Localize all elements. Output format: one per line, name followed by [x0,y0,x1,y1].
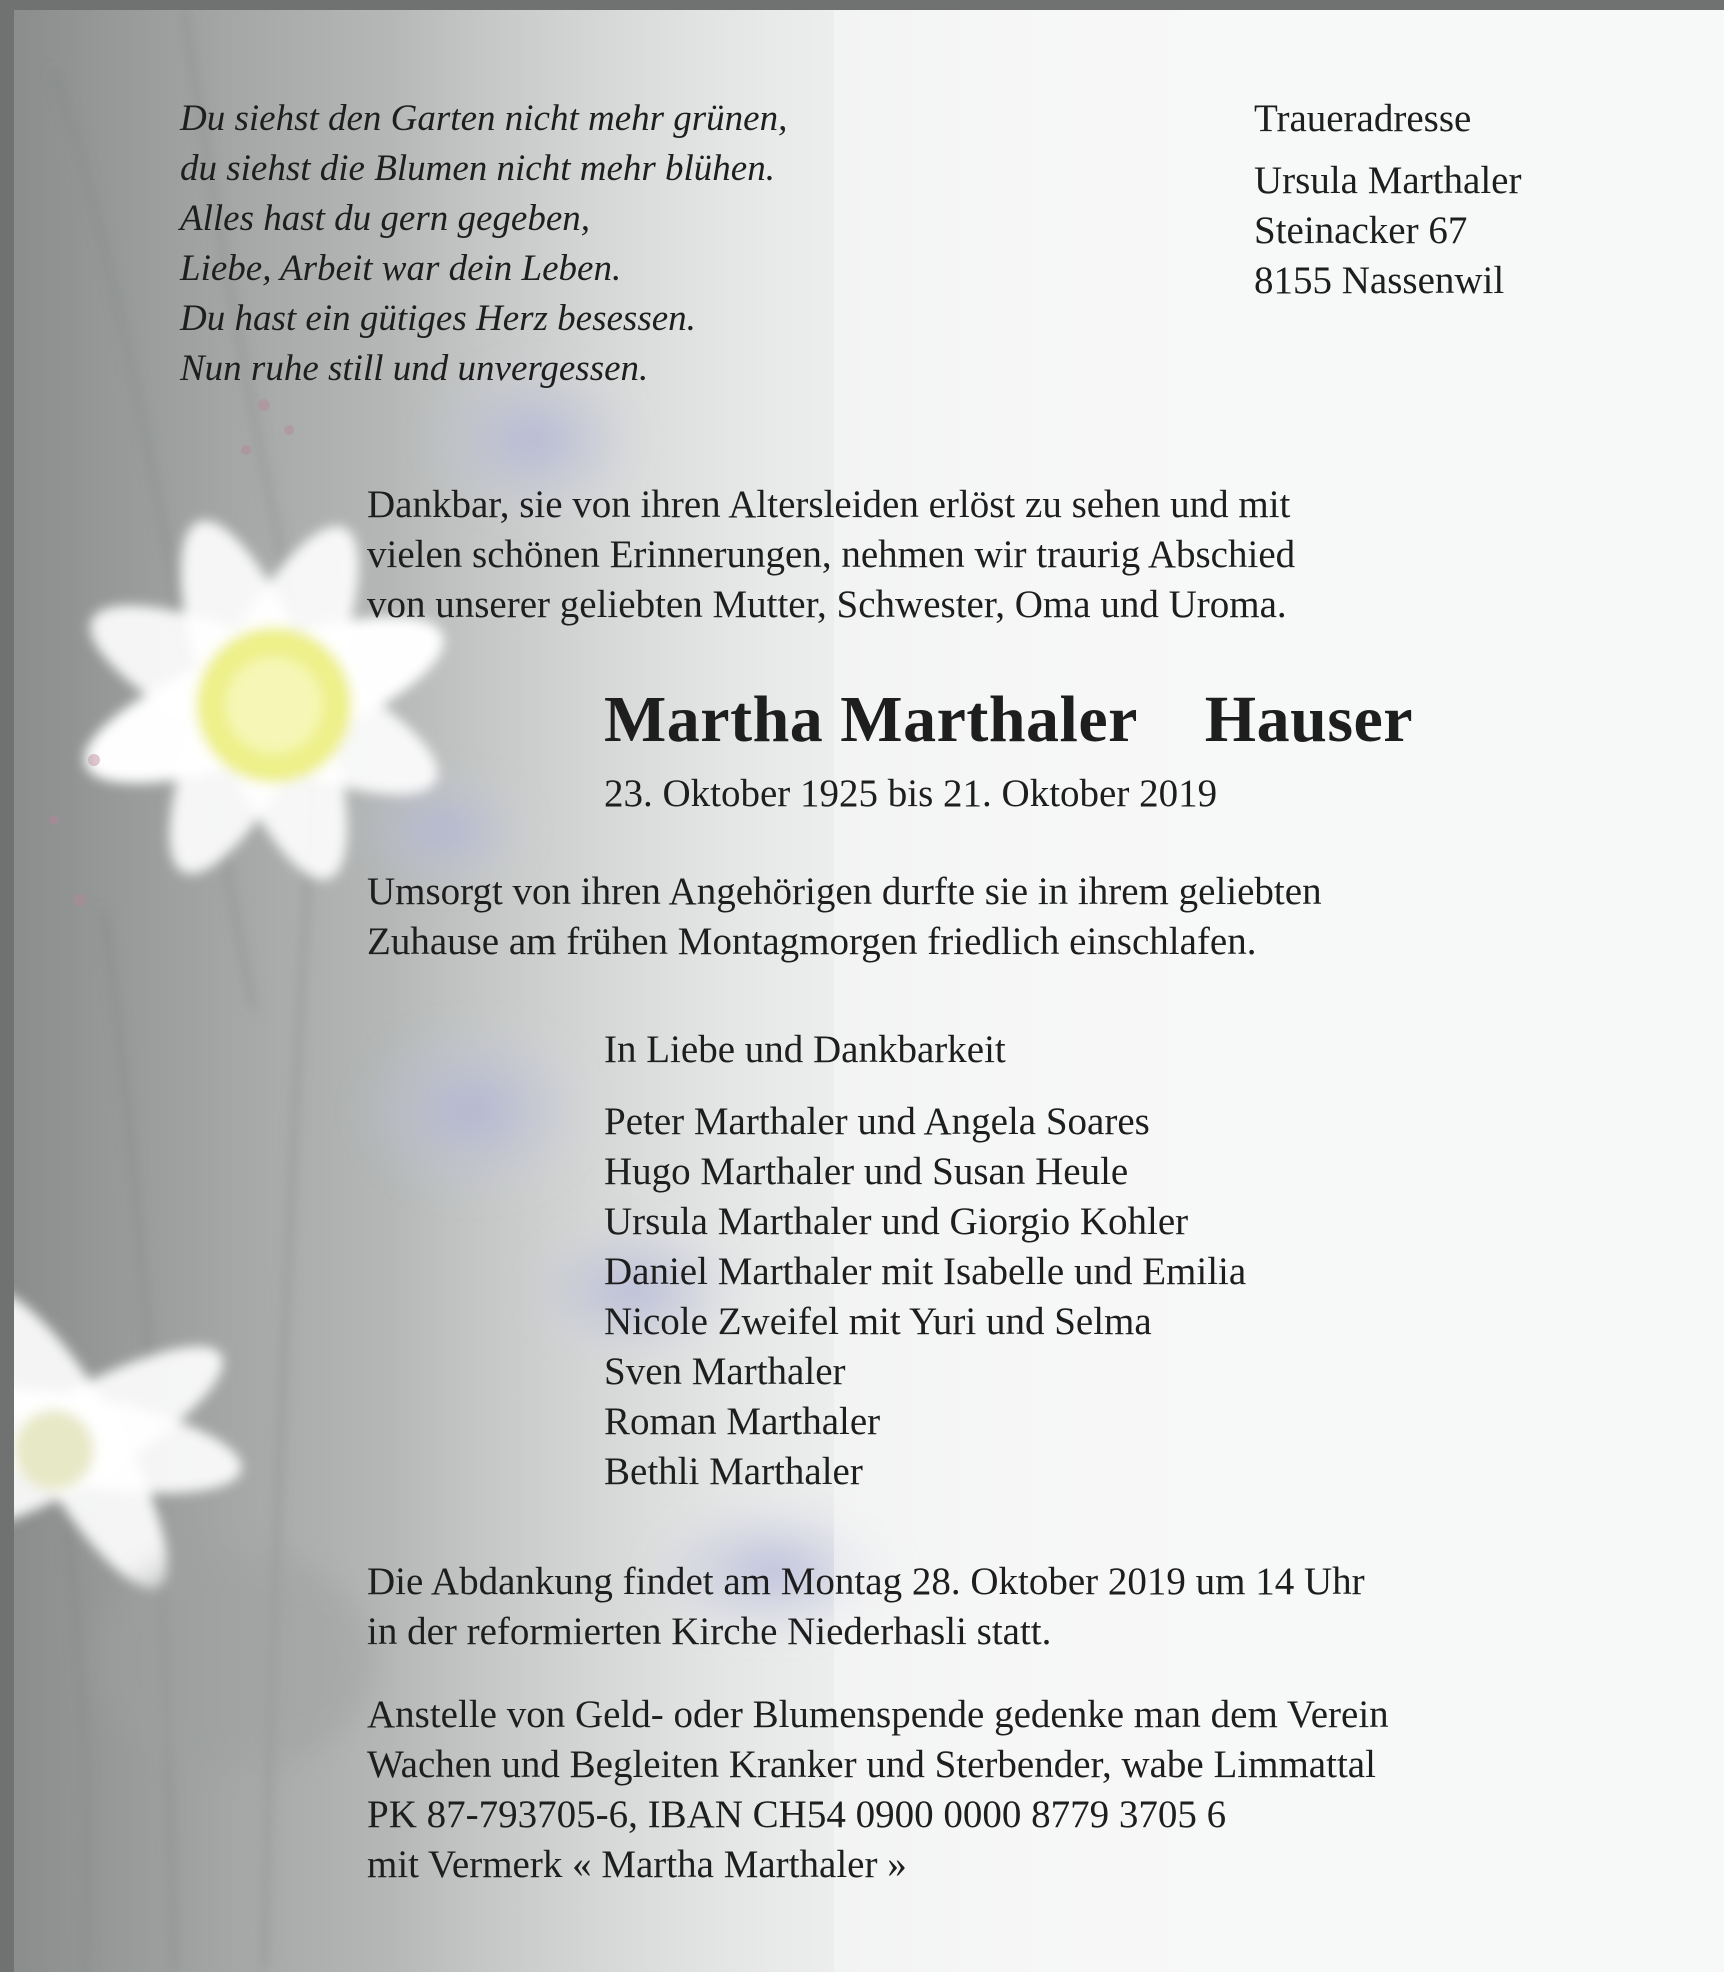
ceremony-paragraph [367,1557,1667,1657]
donation-line: Wachen und Begleiten Kranker und Sterbender, wabe Limmattal [367,1743,1376,1786]
ceremony-line: in der reformierten Kirche Niederhasli statt. [367,1610,1052,1653]
intro-paragraph [367,480,1607,630]
poem-line: Nun ruhe still und unvergessen. [180,348,649,389]
poem-line: Du hast ein gütiges Herz besessen. [180,298,696,339]
obituary-notice [14,10,1724,1972]
intro-line: von unserer geliebten Mutter, Schwester, Oma und Uroma. [367,583,1287,626]
address-city: 8155 Nassenwil [1254,259,1505,302]
mourner-name: Sven Marthaler [604,1350,846,1393]
mourner-name: Roman Marthaler [604,1400,881,1443]
donation-line: Anstelle von Geld- oder Blumenspende gedenke man dem Verein [367,1693,1389,1736]
mourner-name: Ursula Marthaler und Giorgio Kohler [604,1200,1189,1243]
address-street: Steinacker 67 [1254,209,1468,252]
spacer [604,1075,1504,1097]
poem-line: Alles hast du gern gegeben, [180,198,590,239]
mourning-address [1254,94,1674,306]
poem-line: Du siehst den Garten nicht mehr grünen, [180,98,788,139]
deceased-name [604,680,1604,760]
passing-paragraph [367,867,1617,967]
poem-line: du siehst die Blumen nicht mehr blühen. [180,148,775,189]
donation-line: mit Vermerk « Martha Marthaler » [367,1843,907,1886]
mourner-name: Daniel Marthaler mit Isabelle und Emilia [604,1250,1247,1293]
passing-line: Zuhause am frühen Montagmorgen friedlich einschlafen. [367,920,1257,963]
name-spacer [1137,683,1205,756]
donation-line: PK 87-793705-6, IBAN CH54 0900 0000 8779 3705 6 [367,1793,1227,1836]
address-name: Ursula Marthaler [1254,159,1522,202]
mourners-block [604,1025,1504,1497]
signoff-greeting: In Liebe und Dankbarkeit [604,1028,1006,1071]
deceased-last-name: Hauser [1204,683,1414,756]
donation-paragraph [367,1690,1707,1890]
address-heading: Traueradresse [1254,97,1472,140]
ceremony-line: Die Abdankung findet am Montag 28. Oktober 2019 um 14 Uhr [367,1560,1365,1603]
passing-line: Umsorgt von ihren Angehörigen durfte sie in ihrem geliebten [367,870,1322,913]
mourner-name: Hugo Marthaler und Susan Heule [604,1150,1129,1193]
memorial-poem [180,94,940,394]
life-dates: 23. Oktober 1925 bis 21. Oktober 2019 [604,772,1218,815]
mourner-name: Bethli Marthaler [604,1450,863,1493]
poem-line: Liebe, Arbeit war dein Leben. [180,248,622,289]
mourner-name: Peter Marthaler und Angela Soares [604,1100,1150,1143]
intro-line: vielen schönen Erinnerungen, nehmen wir traurig Abschied [367,533,1296,576]
deceased-first-names: Martha Marthaler [604,683,1137,756]
intro-line: Dankbar, sie von ihren Altersleiden erlöst zu sehen und mit [367,483,1291,526]
mourner-name: Nicole Zweifel mit Yuri und Selma [604,1300,1152,1343]
